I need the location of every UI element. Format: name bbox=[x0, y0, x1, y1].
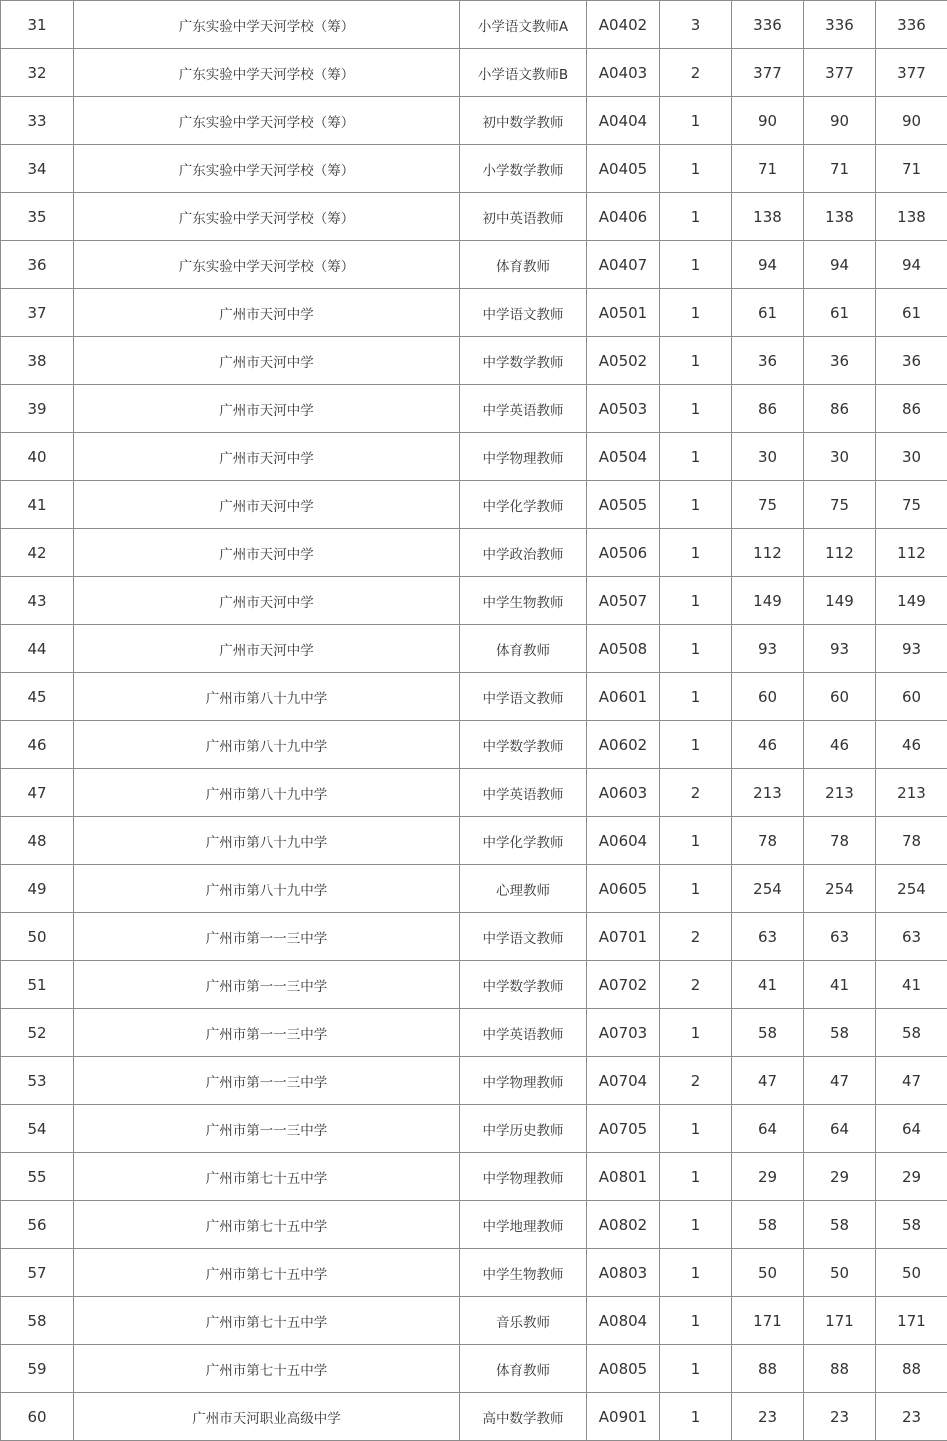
school-name-cell: 广东实验中学天河学校（筹） bbox=[74, 49, 460, 97]
position-name-cell: 体育教师 bbox=[460, 1345, 587, 1393]
reviewed-cell: 94 bbox=[804, 241, 876, 289]
school-name-cell: 广州市第一一三中学 bbox=[74, 961, 460, 1009]
school-name-cell: 广州市第七十五中学 bbox=[74, 1201, 460, 1249]
position-code-cell: A0704 bbox=[587, 1057, 660, 1105]
applicants-cell: 377 bbox=[732, 49, 804, 97]
approved-cell: 213 bbox=[876, 769, 947, 817]
approved-cell: 78 bbox=[876, 817, 947, 865]
table-row bbox=[1, 481, 947, 529]
table-row bbox=[1, 865, 947, 913]
approved-cell: 171 bbox=[876, 1297, 947, 1345]
school-name-cell: 广州市第八十九中学 bbox=[74, 817, 460, 865]
position-name-cell: 中学地理教师 bbox=[460, 1201, 587, 1249]
position-code-cell: A0506 bbox=[587, 529, 660, 577]
position-name-cell: 中学语文教师 bbox=[460, 673, 587, 721]
headcount-cell: 1 bbox=[660, 1153, 732, 1201]
school-name-cell: 广州市天河中学 bbox=[74, 577, 460, 625]
approved-cell: 93 bbox=[876, 625, 947, 673]
row-index-cell: 59 bbox=[1, 1345, 74, 1393]
approved-cell: 58 bbox=[876, 1201, 947, 1249]
reviewed-cell: 171 bbox=[804, 1297, 876, 1345]
reviewed-cell: 112 bbox=[804, 529, 876, 577]
applicants-cell: 60 bbox=[732, 673, 804, 721]
position-name-cell: 中学物理教师 bbox=[460, 1057, 587, 1105]
position-code-cell: A0507 bbox=[587, 577, 660, 625]
approved-cell: 60 bbox=[876, 673, 947, 721]
position-name-cell: 中学语文教师 bbox=[460, 289, 587, 337]
position-code-cell: A0603 bbox=[587, 769, 660, 817]
row-index-cell: 55 bbox=[1, 1153, 74, 1201]
headcount-cell: 2 bbox=[660, 913, 732, 961]
approved-cell: 58 bbox=[876, 1009, 947, 1057]
applicants-cell: 23 bbox=[732, 1393, 804, 1441]
table-row bbox=[1, 577, 947, 625]
position-name-cell: 中学生物教师 bbox=[460, 1249, 587, 1297]
applicants-cell: 336 bbox=[732, 1, 804, 49]
reviewed-cell: 336 bbox=[804, 1, 876, 49]
row-index-cell: 43 bbox=[1, 577, 74, 625]
position-code-cell: A0502 bbox=[587, 337, 660, 385]
position-name-cell: 初中英语教师 bbox=[460, 193, 587, 241]
approved-cell: 75 bbox=[876, 481, 947, 529]
position-name-cell: 高中数学教师 bbox=[460, 1393, 587, 1441]
applicants-cell: 41 bbox=[732, 961, 804, 1009]
table-row bbox=[1, 1057, 947, 1105]
table-row bbox=[1, 913, 947, 961]
position-code-cell: A0901 bbox=[587, 1393, 660, 1441]
position-code-cell: A0405 bbox=[587, 145, 660, 193]
position-name-cell: 心理教师 bbox=[460, 865, 587, 913]
position-name-cell: 中学数学教师 bbox=[460, 337, 587, 385]
headcount-cell: 1 bbox=[660, 721, 732, 769]
reviewed-cell: 50 bbox=[804, 1249, 876, 1297]
approved-cell: 36 bbox=[876, 337, 947, 385]
approved-cell: 46 bbox=[876, 721, 947, 769]
school-name-cell: 广州市天河中学 bbox=[74, 337, 460, 385]
headcount-cell: 2 bbox=[660, 769, 732, 817]
applicants-cell: 50 bbox=[732, 1249, 804, 1297]
headcount-cell: 3 bbox=[660, 1, 732, 49]
headcount-cell: 1 bbox=[660, 433, 732, 481]
school-name-cell: 广州市天河中学 bbox=[74, 289, 460, 337]
reviewed-cell: 149 bbox=[804, 577, 876, 625]
approved-cell: 61 bbox=[876, 289, 947, 337]
school-name-cell: 广州市天河中学 bbox=[74, 385, 460, 433]
row-index-cell: 37 bbox=[1, 289, 74, 337]
school-name-cell: 广州市天河中学 bbox=[74, 433, 460, 481]
school-name-cell: 广州市第七十五中学 bbox=[74, 1297, 460, 1345]
position-code-cell: A0605 bbox=[587, 865, 660, 913]
approved-cell: 377 bbox=[876, 49, 947, 97]
reviewed-cell: 75 bbox=[804, 481, 876, 529]
school-name-cell: 广州市天河中学 bbox=[74, 529, 460, 577]
position-code-cell: A0701 bbox=[587, 913, 660, 961]
reviewed-cell: 138 bbox=[804, 193, 876, 241]
school-name-cell: 广州市第一一三中学 bbox=[74, 1009, 460, 1057]
position-name-cell: 音乐教师 bbox=[460, 1297, 587, 1345]
applicants-cell: 36 bbox=[732, 337, 804, 385]
headcount-cell: 1 bbox=[660, 481, 732, 529]
position-name-cell: 中学化学教师 bbox=[460, 817, 587, 865]
position-code-cell: A0505 bbox=[587, 481, 660, 529]
reviewed-cell: 36 bbox=[804, 337, 876, 385]
approved-cell: 336 bbox=[876, 1, 947, 49]
approved-cell: 138 bbox=[876, 193, 947, 241]
table-row bbox=[1, 1, 947, 49]
headcount-cell: 2 bbox=[660, 961, 732, 1009]
row-index-cell: 56 bbox=[1, 1201, 74, 1249]
applicants-cell: 254 bbox=[732, 865, 804, 913]
position-name-cell: 中学物理教师 bbox=[460, 433, 587, 481]
approved-cell: 90 bbox=[876, 97, 947, 145]
applicants-cell: 171 bbox=[732, 1297, 804, 1345]
row-index-cell: 40 bbox=[1, 433, 74, 481]
applicants-cell: 29 bbox=[732, 1153, 804, 1201]
position-name-cell: 中学化学教师 bbox=[460, 481, 587, 529]
position-name-cell: 体育教师 bbox=[460, 625, 587, 673]
headcount-cell: 1 bbox=[660, 241, 732, 289]
reviewed-cell: 63 bbox=[804, 913, 876, 961]
table-row bbox=[1, 337, 947, 385]
school-name-cell: 广东实验中学天河学校（筹） bbox=[74, 97, 460, 145]
applicants-cell: 58 bbox=[732, 1201, 804, 1249]
applicants-cell: 86 bbox=[732, 385, 804, 433]
position-name-cell: 中学政治教师 bbox=[460, 529, 587, 577]
position-code-cell: A0702 bbox=[587, 961, 660, 1009]
headcount-cell: 1 bbox=[660, 529, 732, 577]
position-code-cell: A0805 bbox=[587, 1345, 660, 1393]
position-name-cell: 中学数学教师 bbox=[460, 961, 587, 1009]
school-name-cell: 广州市第一一三中学 bbox=[74, 913, 460, 961]
position-name-cell: 体育教师 bbox=[460, 241, 587, 289]
school-name-cell: 广州市第七十五中学 bbox=[74, 1249, 460, 1297]
headcount-cell: 1 bbox=[660, 1105, 732, 1153]
headcount-cell: 1 bbox=[660, 865, 732, 913]
school-name-cell: 广州市天河职业高级中学 bbox=[74, 1393, 460, 1441]
reviewed-cell: 213 bbox=[804, 769, 876, 817]
reviewed-cell: 64 bbox=[804, 1105, 876, 1153]
applicants-cell: 78 bbox=[732, 817, 804, 865]
position-code-cell: A0508 bbox=[587, 625, 660, 673]
approved-cell: 149 bbox=[876, 577, 947, 625]
table-row bbox=[1, 721, 947, 769]
position-code-cell: A0705 bbox=[587, 1105, 660, 1153]
school-name-cell: 广州市第七十五中学 bbox=[74, 1153, 460, 1201]
position-code-cell: A0601 bbox=[587, 673, 660, 721]
table-row bbox=[1, 625, 947, 673]
headcount-cell: 1 bbox=[660, 1297, 732, 1345]
headcount-cell: 1 bbox=[660, 817, 732, 865]
approved-cell: 41 bbox=[876, 961, 947, 1009]
school-name-cell: 广东实验中学天河学校（筹） bbox=[74, 145, 460, 193]
row-index-cell: 33 bbox=[1, 97, 74, 145]
reviewed-cell: 29 bbox=[804, 1153, 876, 1201]
position-name-cell: 中学物理教师 bbox=[460, 1153, 587, 1201]
headcount-cell: 1 bbox=[660, 1201, 732, 1249]
headcount-cell: 1 bbox=[660, 1393, 732, 1441]
applicants-cell: 213 bbox=[732, 769, 804, 817]
row-index-cell: 57 bbox=[1, 1249, 74, 1297]
approved-cell: 71 bbox=[876, 145, 947, 193]
position-name-cell: 小学语文教师B bbox=[460, 49, 587, 97]
approved-cell: 94 bbox=[876, 241, 947, 289]
position-name-cell: 中学英语教师 bbox=[460, 385, 587, 433]
table-row bbox=[1, 1393, 947, 1441]
row-index-cell: 41 bbox=[1, 481, 74, 529]
applicants-cell: 47 bbox=[732, 1057, 804, 1105]
applicants-cell: 58 bbox=[732, 1009, 804, 1057]
row-index-cell: 60 bbox=[1, 1393, 74, 1441]
table-body bbox=[1, 1, 947, 1441]
reviewed-cell: 377 bbox=[804, 49, 876, 97]
school-name-cell: 广东实验中学天河学校（筹） bbox=[74, 1, 460, 49]
row-index-cell: 38 bbox=[1, 337, 74, 385]
applicants-cell: 149 bbox=[732, 577, 804, 625]
table-row bbox=[1, 673, 947, 721]
applicants-cell: 64 bbox=[732, 1105, 804, 1153]
approved-cell: 112 bbox=[876, 529, 947, 577]
table-row bbox=[1, 1249, 947, 1297]
approved-cell: 50 bbox=[876, 1249, 947, 1297]
school-name-cell: 广东实验中学天河学校（筹） bbox=[74, 193, 460, 241]
position-code-cell: A0801 bbox=[587, 1153, 660, 1201]
headcount-cell: 1 bbox=[660, 1009, 732, 1057]
row-index-cell: 53 bbox=[1, 1057, 74, 1105]
table-row bbox=[1, 817, 947, 865]
applicants-cell: 93 bbox=[732, 625, 804, 673]
applicants-cell: 63 bbox=[732, 913, 804, 961]
reviewed-cell: 78 bbox=[804, 817, 876, 865]
position-name-cell: 小学语文教师A bbox=[460, 1, 587, 49]
school-name-cell: 广州市第一一三中学 bbox=[74, 1105, 460, 1153]
table-row bbox=[1, 97, 947, 145]
table-row bbox=[1, 241, 947, 289]
school-name-cell: 广州市第八十九中学 bbox=[74, 865, 460, 913]
approved-cell: 64 bbox=[876, 1105, 947, 1153]
school-name-cell: 广州市第八十九中学 bbox=[74, 769, 460, 817]
headcount-cell: 1 bbox=[660, 673, 732, 721]
school-name-cell: 广州市第七十五中学 bbox=[74, 1345, 460, 1393]
reviewed-cell: 30 bbox=[804, 433, 876, 481]
reviewed-cell: 88 bbox=[804, 1345, 876, 1393]
position-code-cell: A0402 bbox=[587, 1, 660, 49]
reviewed-cell: 71 bbox=[804, 145, 876, 193]
table-row bbox=[1, 433, 947, 481]
row-index-cell: 36 bbox=[1, 241, 74, 289]
position-code-cell: A0604 bbox=[587, 817, 660, 865]
applicants-cell: 138 bbox=[732, 193, 804, 241]
approved-cell: 23 bbox=[876, 1393, 947, 1441]
table-row bbox=[1, 145, 947, 193]
table-row bbox=[1, 289, 947, 337]
position-code-cell: A0703 bbox=[587, 1009, 660, 1057]
position-name-cell: 小学数学教师 bbox=[460, 145, 587, 193]
row-index-cell: 52 bbox=[1, 1009, 74, 1057]
approved-cell: 63 bbox=[876, 913, 947, 961]
approved-cell: 88 bbox=[876, 1345, 947, 1393]
row-index-cell: 48 bbox=[1, 817, 74, 865]
table-row bbox=[1, 1009, 947, 1057]
reviewed-cell: 58 bbox=[804, 1009, 876, 1057]
table-row bbox=[1, 961, 947, 1009]
applicants-cell: 94 bbox=[732, 241, 804, 289]
row-index-cell: 49 bbox=[1, 865, 74, 913]
applicants-cell: 71 bbox=[732, 145, 804, 193]
headcount-cell: 1 bbox=[660, 145, 732, 193]
position-code-cell: A0406 bbox=[587, 193, 660, 241]
position-code-cell: A0503 bbox=[587, 385, 660, 433]
headcount-cell: 1 bbox=[660, 1249, 732, 1297]
reviewed-cell: 58 bbox=[804, 1201, 876, 1249]
row-index-cell: 45 bbox=[1, 673, 74, 721]
school-name-cell: 广州市第八十九中学 bbox=[74, 673, 460, 721]
applicants-cell: 61 bbox=[732, 289, 804, 337]
table-row bbox=[1, 1153, 947, 1201]
table-row bbox=[1, 1105, 947, 1153]
table-row bbox=[1, 529, 947, 577]
reviewed-cell: 61 bbox=[804, 289, 876, 337]
table-row bbox=[1, 49, 947, 97]
position-code-cell: A0504 bbox=[587, 433, 660, 481]
approved-cell: 86 bbox=[876, 385, 947, 433]
row-index-cell: 31 bbox=[1, 1, 74, 49]
reviewed-cell: 60 bbox=[804, 673, 876, 721]
applicants-cell: 30 bbox=[732, 433, 804, 481]
approved-cell: 254 bbox=[876, 865, 947, 913]
headcount-cell: 2 bbox=[660, 49, 732, 97]
position-code-cell: A0407 bbox=[587, 241, 660, 289]
applicants-cell: 90 bbox=[732, 97, 804, 145]
table-row bbox=[1, 193, 947, 241]
row-index-cell: 46 bbox=[1, 721, 74, 769]
table-row bbox=[1, 385, 947, 433]
headcount-cell: 1 bbox=[660, 625, 732, 673]
position-name-cell: 中学历史教师 bbox=[460, 1105, 587, 1153]
position-code-cell: A0804 bbox=[587, 1297, 660, 1345]
headcount-cell: 1 bbox=[660, 385, 732, 433]
headcount-cell: 1 bbox=[660, 97, 732, 145]
headcount-cell: 1 bbox=[660, 193, 732, 241]
table-row bbox=[1, 1297, 947, 1345]
school-name-cell: 广州市天河中学 bbox=[74, 625, 460, 673]
row-index-cell: 47 bbox=[1, 769, 74, 817]
table-row bbox=[1, 769, 947, 817]
school-name-cell: 广州市第八十九中学 bbox=[74, 721, 460, 769]
school-name-cell: 广州市第一一三中学 bbox=[74, 1057, 460, 1105]
approved-cell: 29 bbox=[876, 1153, 947, 1201]
table-row bbox=[1, 1201, 947, 1249]
row-index-cell: 50 bbox=[1, 913, 74, 961]
applicants-cell: 88 bbox=[732, 1345, 804, 1393]
row-index-cell: 54 bbox=[1, 1105, 74, 1153]
row-index-cell: 51 bbox=[1, 961, 74, 1009]
position-code-cell: A0501 bbox=[587, 289, 660, 337]
position-code-cell: A0403 bbox=[587, 49, 660, 97]
row-index-cell: 58 bbox=[1, 1297, 74, 1345]
reviewed-cell: 254 bbox=[804, 865, 876, 913]
position-name-cell: 中学数学教师 bbox=[460, 721, 587, 769]
row-index-cell: 32 bbox=[1, 49, 74, 97]
position-code-cell: A0602 bbox=[587, 721, 660, 769]
applicants-cell: 112 bbox=[732, 529, 804, 577]
row-index-cell: 42 bbox=[1, 529, 74, 577]
position-code-cell: A0404 bbox=[587, 97, 660, 145]
table-row bbox=[1, 1345, 947, 1393]
position-name-cell: 初中数学教师 bbox=[460, 97, 587, 145]
reviewed-cell: 41 bbox=[804, 961, 876, 1009]
reviewed-cell: 47 bbox=[804, 1057, 876, 1105]
row-index-cell: 35 bbox=[1, 193, 74, 241]
row-index-cell: 44 bbox=[1, 625, 74, 673]
reviewed-cell: 86 bbox=[804, 385, 876, 433]
headcount-cell: 1 bbox=[660, 1345, 732, 1393]
headcount-cell: 1 bbox=[660, 289, 732, 337]
headcount-cell: 1 bbox=[660, 337, 732, 385]
approved-cell: 30 bbox=[876, 433, 947, 481]
reviewed-cell: 23 bbox=[804, 1393, 876, 1441]
headcount-cell: 1 bbox=[660, 577, 732, 625]
reviewed-cell: 46 bbox=[804, 721, 876, 769]
row-index-cell: 39 bbox=[1, 385, 74, 433]
position-name-cell: 中学语文教师 bbox=[460, 913, 587, 961]
position-code-cell: A0803 bbox=[587, 1249, 660, 1297]
reviewed-cell: 90 bbox=[804, 97, 876, 145]
position-name-cell: 中学英语教师 bbox=[460, 769, 587, 817]
applicants-cell: 75 bbox=[732, 481, 804, 529]
school-name-cell: 广东实验中学天河学校（筹） bbox=[74, 241, 460, 289]
school-name-cell: 广州市天河中学 bbox=[74, 481, 460, 529]
approved-cell: 47 bbox=[876, 1057, 947, 1105]
position-code-cell: A0802 bbox=[587, 1201, 660, 1249]
reviewed-cell: 93 bbox=[804, 625, 876, 673]
position-name-cell: 中学生物教师 bbox=[460, 577, 587, 625]
headcount-cell: 2 bbox=[660, 1057, 732, 1105]
row-index-cell: 34 bbox=[1, 145, 74, 193]
position-name-cell: 中学英语教师 bbox=[460, 1009, 587, 1057]
applicants-cell: 46 bbox=[732, 721, 804, 769]
